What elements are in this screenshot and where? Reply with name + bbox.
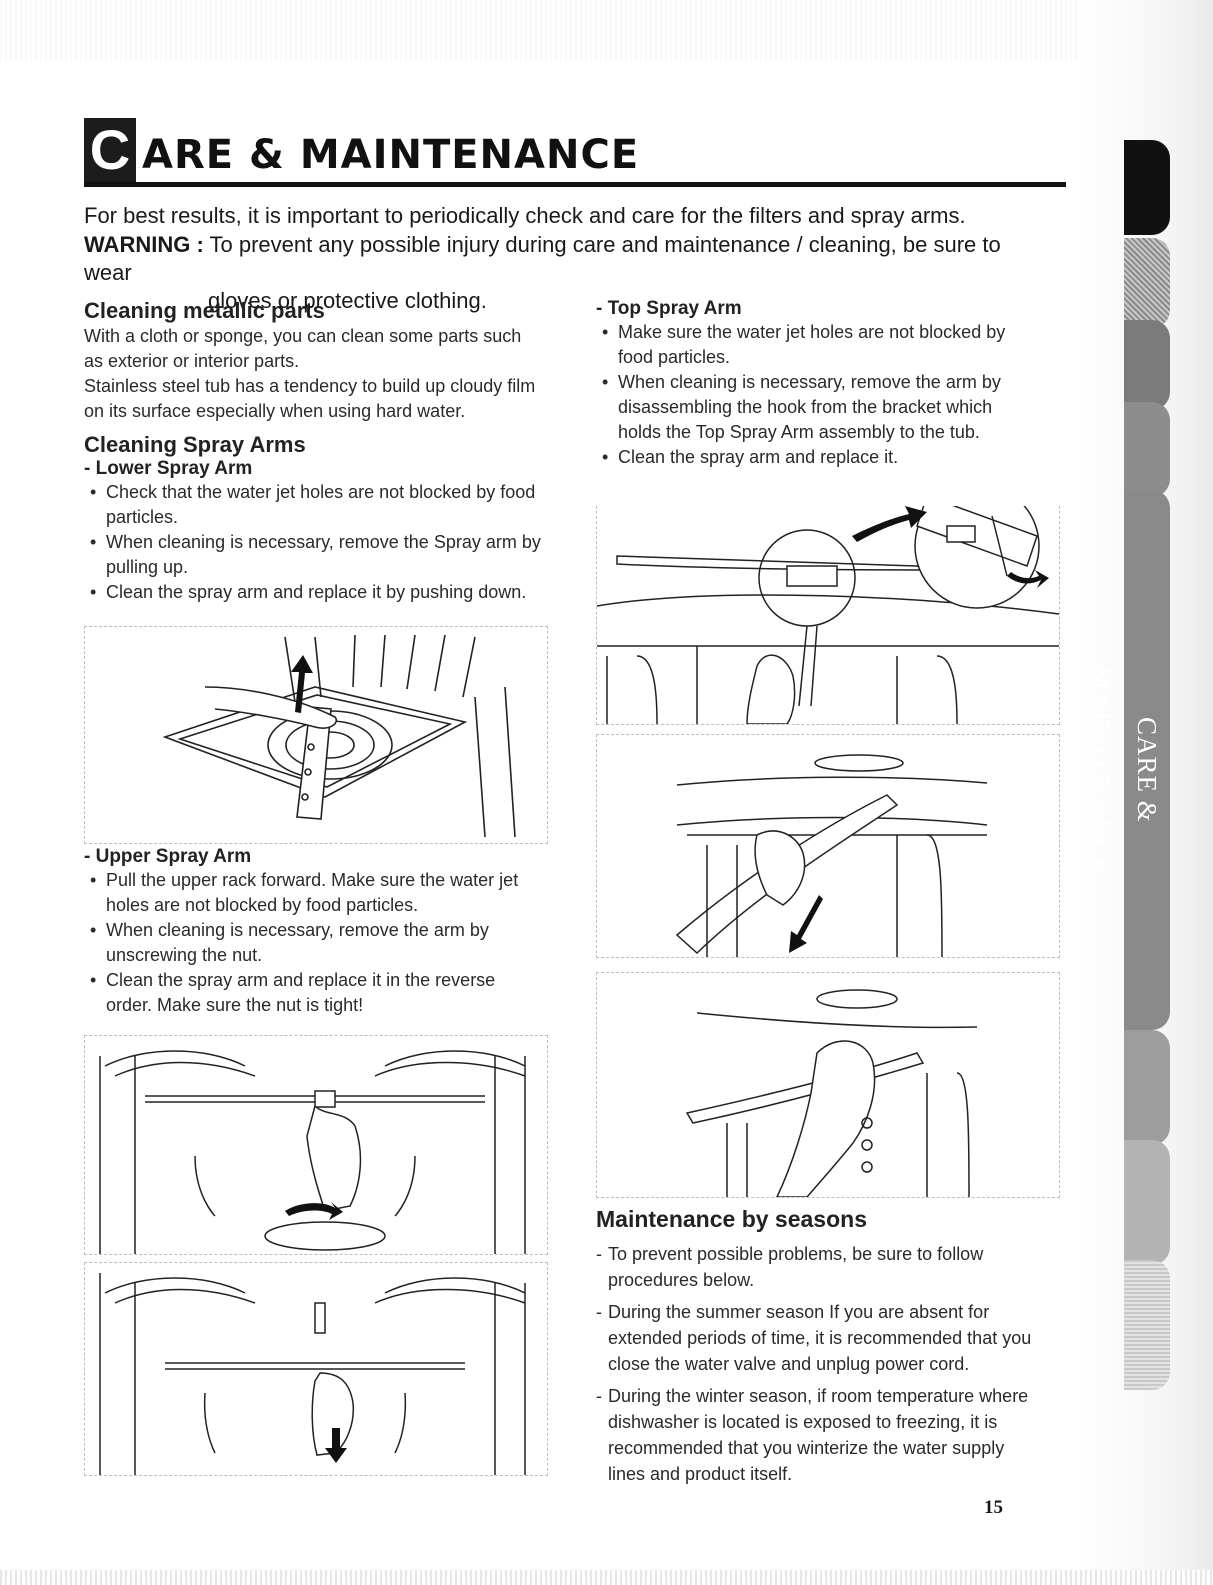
title-underline bbox=[84, 182, 1066, 187]
lower-spray-arm-list bbox=[84, 480, 554, 605]
heading-cleaning-spray-arms: Cleaning Spray Arms bbox=[84, 432, 306, 457]
page-number: 15 bbox=[984, 1497, 1003, 1518]
top-spray-arm-drawing-2 bbox=[597, 735, 1059, 957]
chapter-tab bbox=[1124, 140, 1170, 235]
chapter-tab bbox=[1124, 402, 1170, 497]
upper-spray-arm-drawing-1 bbox=[85, 1036, 547, 1254]
title-initial-box: C bbox=[84, 118, 136, 182]
chapter-tab bbox=[1124, 1260, 1170, 1390]
section-title bbox=[84, 118, 1066, 188]
heading-lower-spray-arm: - Lower Spray Arm bbox=[84, 458, 253, 479]
heading-cleaning-metallic: Cleaning metallic parts bbox=[84, 298, 325, 323]
heading-maintenance-by-seasons: Maintenance by seasons bbox=[596, 1206, 867, 1232]
intro-text: For best results, it is important to periodically check and care for the filters and spray arms. bbox=[84, 203, 966, 228]
chapter-tab bbox=[1124, 238, 1170, 328]
list-item: • When cleaning is necessary, remove the Spray arm by pulling up. bbox=[84, 530, 554, 580]
list-item: • When cleaning is necessary, remove the arm by unscrewing the nut. bbox=[84, 918, 534, 968]
list-item: • When cleaning is necessary, remove the arm by disassembling the hook from the bracket which holds the Top Spray Arm assembly to the tub. bbox=[596, 370, 1036, 445]
list-item: • Check that the water jet holes are not blocked by food particles. bbox=[84, 480, 554, 530]
upper-spray-arm-drawing-2 bbox=[85, 1263, 547, 1475]
side-tab-label: CARE & MAINTENANCE bbox=[1086, 665, 1162, 875]
top-spray-arm-illustration-3 bbox=[596, 972, 1060, 1198]
top-spray-arm-illustration-1 bbox=[596, 506, 1060, 725]
title-text: ARE & MAINTENANCE bbox=[142, 132, 640, 178]
left-column bbox=[84, 298, 564, 605]
top-spray-arm-illustration-2 bbox=[596, 734, 1060, 958]
upper-spray-arm-section bbox=[84, 846, 554, 1018]
list-item: • Clean the spray arm and replace it by pushing down. bbox=[84, 580, 554, 605]
scan-shadow-bottom bbox=[0, 1570, 1213, 1585]
lower-spray-arm-illustration bbox=[84, 626, 548, 844]
warning-line-1: To prevent any possible injury during care and maintenance / cleaning, be sure to wear bbox=[84, 232, 1001, 285]
chapter-tab bbox=[1124, 1140, 1170, 1265]
upper-spray-arm-list bbox=[84, 868, 534, 1018]
chapter-tab bbox=[1124, 1030, 1170, 1145]
lower-spray-arm-drawing bbox=[85, 627, 547, 843]
scan-shadow-top bbox=[0, 0, 1213, 60]
maintenance-list bbox=[596, 1241, 1046, 1487]
metallic-paragraph-2: Stainless steel tub has a tendency to build up cloudy film on its surface especially when using hard water. bbox=[84, 376, 536, 421]
list-item: • Clean the spray arm and replace it in the reverse order. Make sure the nut is tight! bbox=[84, 968, 534, 1018]
upper-spray-arm-illustration-2 bbox=[84, 1262, 548, 1476]
list-item: - During the winter season, if room temperature where dishwasher is located is exposed to freezing, it is recommended that you winterize the water supply lines and product itself. bbox=[596, 1383, 1046, 1487]
heading-upper-spray-arm: - Upper Spray Arm bbox=[84, 846, 252, 867]
list-item: - During the summer season If you are absent for extended periods of time, it is recommended that you close the water valve and unplug power cord. bbox=[596, 1299, 1046, 1377]
list-item: • Clean the spray arm and replace it. bbox=[596, 445, 1036, 470]
chapter-tab bbox=[1124, 320, 1170, 410]
right-column bbox=[596, 298, 1056, 470]
top-spray-arm-drawing-1 bbox=[597, 506, 1059, 724]
metallic-paragraph-1: With a cloth or sponge, you can clean some parts such as exterior or interior parts. bbox=[84, 326, 522, 371]
list-item: • Make sure the water jet holes are not blocked by food particles. bbox=[596, 320, 1036, 370]
upper-spray-arm-illustration-1 bbox=[84, 1035, 548, 1255]
heading-top-spray-arm: - Top Spray Arm bbox=[596, 298, 742, 319]
list-item: • Pull the upper rack forward. Make sure the water jet holes are not blocked by food particles. bbox=[84, 868, 534, 918]
top-spray-arm-list bbox=[596, 320, 1036, 470]
warning-line-2: gloves or protective clothing. bbox=[208, 288, 487, 313]
maintenance-section bbox=[596, 1206, 1046, 1493]
list-item: - To prevent possible problems, be sure to follow procedures below. bbox=[596, 1241, 1046, 1293]
top-spray-arm-drawing-3 bbox=[597, 973, 1059, 1197]
warning-label: WARNING : bbox=[84, 232, 204, 257]
